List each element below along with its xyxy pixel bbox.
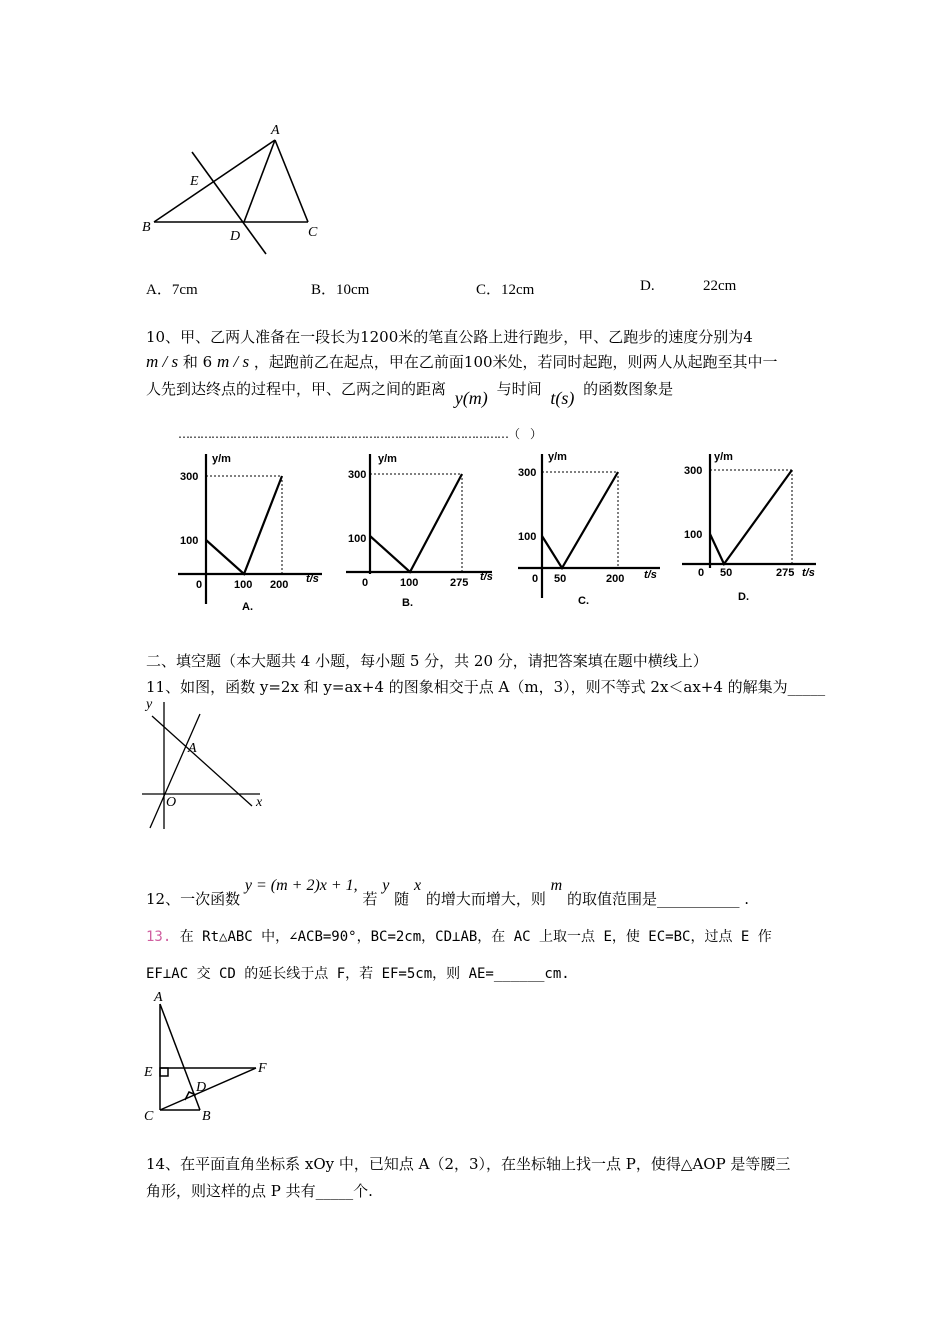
axis-x-label: x [256, 795, 263, 810]
ylabel: y/m [212, 453, 231, 465]
xlabel: t/s [480, 571, 493, 583]
graph-label: B. [402, 597, 413, 609]
q10-line2-text-d: ，起跑前乙在起点，甲在乙前面100米处，若同时起跑，则两人从起跑至其中一 [253, 353, 778, 371]
x-tick-1: 100 [234, 579, 253, 591]
var-ts: t(s) [550, 388, 575, 408]
ylabel: y/m [378, 453, 397, 465]
xlabel: t/s [644, 569, 657, 581]
q11-text: 11、如图，函数 y=2x 和 y=ax+4 的图象相交于点 A（m，3），则不等式 2x＜ax+4 的解集为_____ [146, 678, 826, 696]
y-tick-300: 300 [348, 469, 367, 481]
q12-part-i: 的取值范围是___________ . [566, 890, 750, 908]
x-tick-2: 275 [450, 577, 469, 589]
q10-line3-text-c: 与时间 [496, 380, 542, 398]
graph-c [514, 446, 674, 616]
axis-y-label: y [146, 697, 153, 712]
q13-line1 [146, 926, 772, 946]
label-c: C [308, 225, 318, 240]
y-tick-100: 100 [180, 535, 199, 547]
triangle-figure-q9 [140, 118, 330, 260]
option-c: C．12cm [476, 282, 535, 298]
q13-number: 13. [146, 929, 172, 945]
q10-line1: 10、甲、乙两人准备在一段长为1200米的笔直公路上进行跑步，甲、乙跑步的速度分别为4 [146, 328, 753, 346]
q13-line2: EF⊥AC 交 CD 的延长线于点 F，若 EF=5cm，则 AE=______cm. [146, 966, 570, 982]
var-m: m [550, 877, 563, 894]
label-d: D [196, 1080, 207, 1095]
x-tick-1: 100 [400, 577, 419, 589]
graph-b [342, 446, 502, 616]
y-tick-300: 300 [518, 467, 537, 479]
label-c: C [144, 1109, 154, 1123]
origin: 0 [532, 573, 539, 585]
ylabel: y/m [714, 451, 733, 463]
q10-line3-text-a: 人先到达终点的过程中，甲、乙两之间的距离 [146, 380, 447, 398]
function-formula: y = (m + 2)x + 1, [244, 877, 358, 894]
label-b: B [142, 220, 151, 235]
label-a: A [271, 123, 280, 138]
y-tick-300: 300 [180, 471, 199, 483]
graph-a [172, 446, 332, 616]
q14-line2: 角形，则这样的点 P 共有_____个. [146, 1182, 373, 1200]
point-a-label: A [188, 741, 197, 756]
option-a: A．7cm [146, 282, 198, 298]
label-e: E [144, 1065, 153, 1080]
xlabel: t/s [306, 573, 319, 585]
x-tick-1: 50 [720, 567, 733, 579]
origin: 0 [698, 567, 705, 579]
var-ym: y(m) [454, 388, 488, 408]
origin: 0 [196, 579, 203, 591]
label-a: A [154, 990, 163, 1005]
label-f: F [258, 1061, 267, 1076]
graph-label: C. [578, 595, 589, 607]
x-tick-2: 200 [270, 579, 289, 591]
q10-line3-text-e: 的函数图象是 [583, 380, 674, 398]
origin-label: O [166, 795, 177, 810]
graph-d [678, 446, 838, 616]
x-tick-2: 200 [606, 573, 625, 585]
section-heading: 二、填空题（本大题共 4 小题，每小题 5 分，共 20 分，请把答案填在题中横线上） [146, 652, 708, 670]
xlabel: t/s [802, 567, 815, 579]
y-tick-300: 300 [684, 465, 703, 477]
var-x: x [413, 877, 422, 894]
option-d-value: 22cm [703, 278, 737, 294]
q12-part-c: 若 [362, 890, 378, 908]
ylabel: y/m [548, 451, 567, 463]
var-y: y [382, 877, 390, 894]
triangle-figure-q13 [140, 988, 280, 1123]
origin: 0 [362, 577, 369, 589]
q10-line2 [146, 351, 778, 372]
q14-line1: 14、在平面直角坐标系 xOy 中，已知点 A（2，3），在坐标轴上找一点 P，使得△AOP 是等腰三 [146, 1155, 791, 1173]
q12-part-e: 随 [394, 890, 410, 908]
option-b: B．10cm [311, 282, 370, 298]
answer-dots: ………………………………………………………………………………（ ） [178, 427, 542, 441]
q12-part-a: 12、一次函数 [146, 890, 241, 908]
q12-text [146, 877, 750, 909]
graph-label: A. [242, 601, 253, 613]
label-e: E [190, 174, 199, 189]
label-b: B [202, 1109, 211, 1123]
unit-ms-1: m / s [146, 352, 179, 371]
q10-line2-text-b: 和 6 [182, 353, 213, 371]
option-d: D. [640, 278, 655, 294]
q12-part-g: 的增大而增大，则 [425, 890, 546, 908]
unit-ms-2: m / s [217, 352, 250, 371]
x-tick-1: 50 [554, 573, 567, 585]
y-tick-100: 100 [518, 531, 537, 543]
y-tick-100: 100 [348, 533, 367, 545]
q10-line3 [146, 378, 674, 408]
coordinate-figure-q11 [140, 694, 270, 834]
x-tick-2: 275 [776, 567, 795, 579]
q13-line1-text: 在 Rt△ABC 中，∠ACB=90°，BC=2cm，CD⊥AB，在 AC 上取一点 E，使 EC=BC，过点 E 作 [179, 929, 772, 945]
y-tick-100: 100 [684, 529, 703, 541]
label-d: D [230, 229, 241, 244]
graph-label: D. [738, 591, 749, 603]
